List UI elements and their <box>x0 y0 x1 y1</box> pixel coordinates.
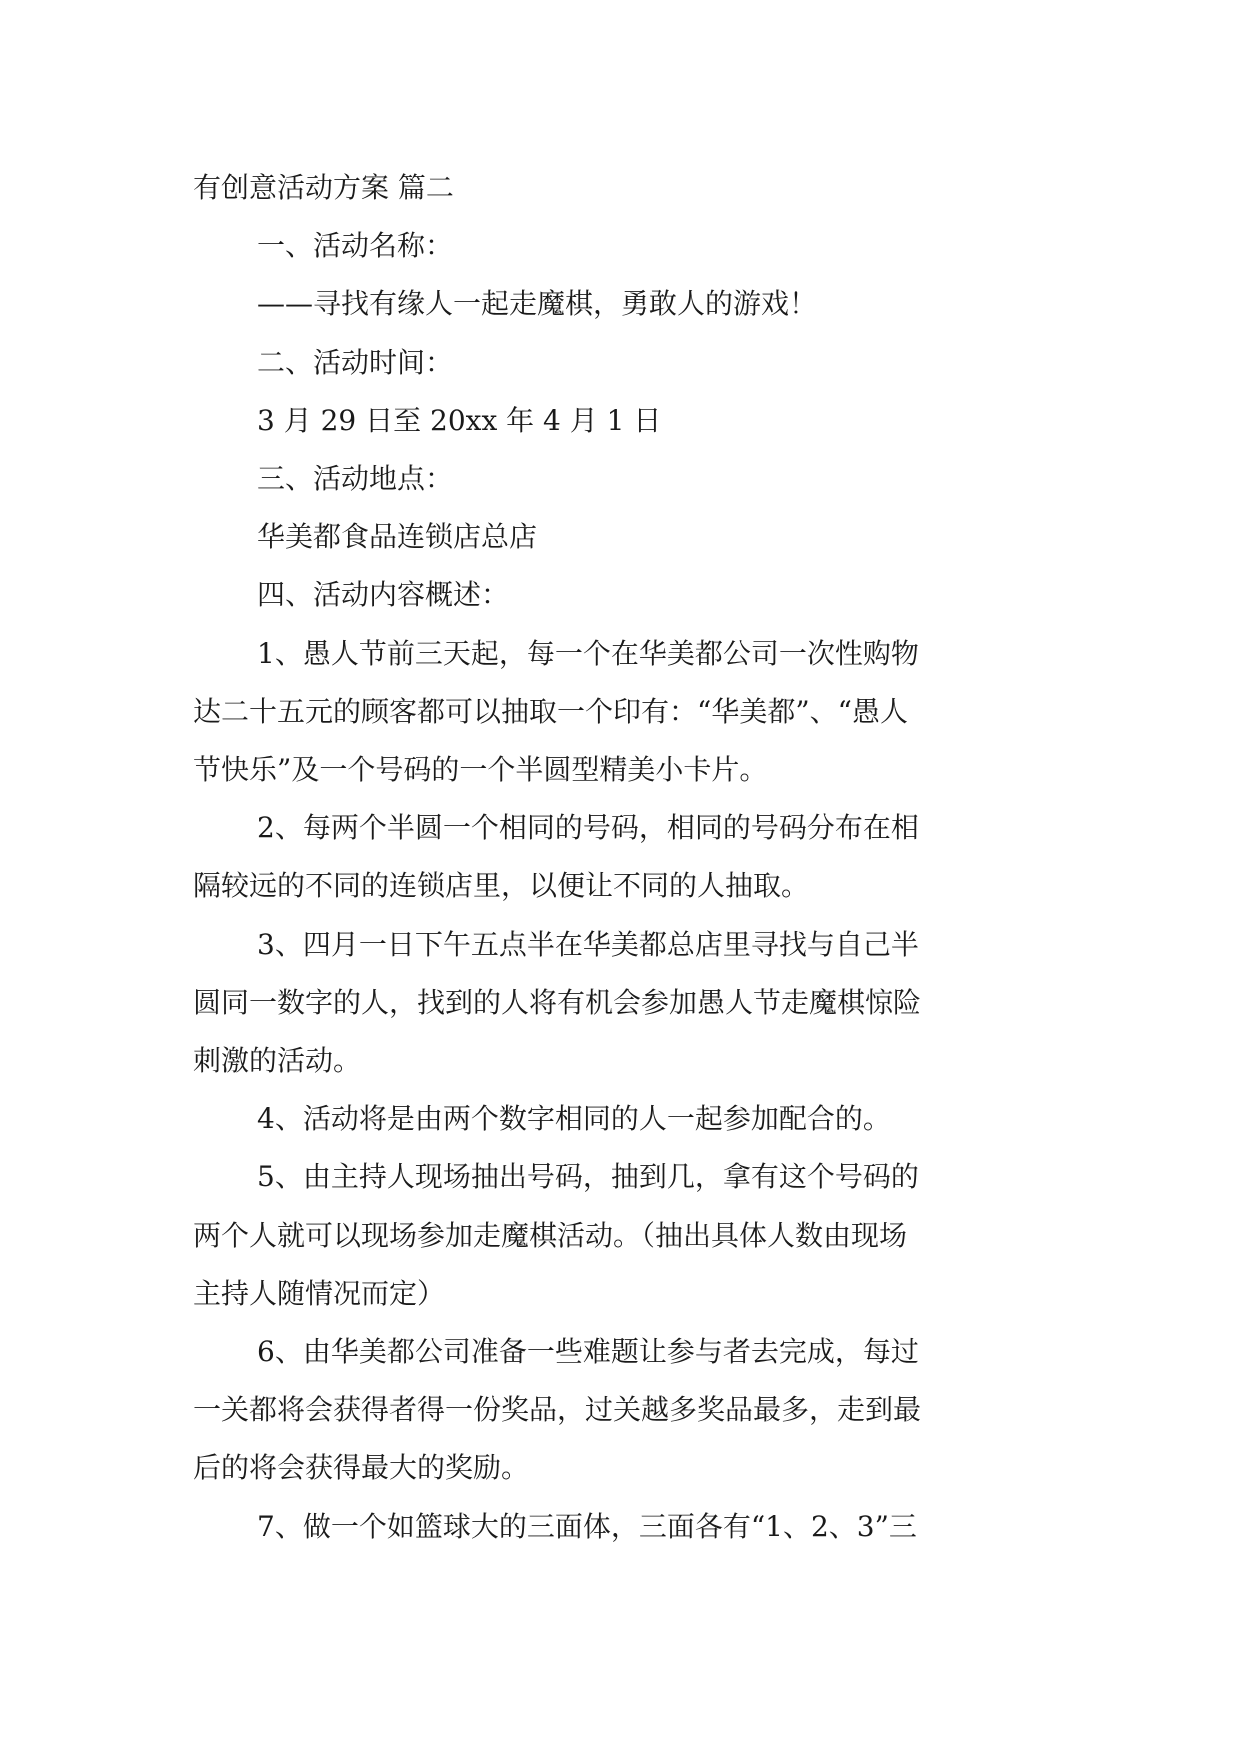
activity-place: 华美都食品连锁店总店 <box>257 520 538 554</box>
text-line: 一关都将会获得者得一份奖品，过关越多奖品最多，走到最 <box>193 1393 922 1427</box>
content-item-7 <box>193 1498 1049 1556</box>
text-line: 达二十五元的顾客都可以抽取一个印有：“华美都”、“愚人 <box>193 694 908 728</box>
content-item-3 <box>193 916 1049 1091</box>
text-line: 4、活动将是由两个数字相同的人一起参加配合的。 <box>257 1102 891 1136</box>
section-heading-place: 三、活动地点： <box>257 462 454 496</box>
text-line: 刺激的活动。 <box>193 1044 362 1078</box>
text-line: 5、由主持人现场抽出号码，抽到几，拿有这个号码的 <box>257 1160 919 1194</box>
text-line: 2、每两个半圆一个相同的号码，相同的号码分布在相 <box>257 811 919 845</box>
content-item-6 <box>193 1323 1049 1498</box>
text-line: 后的将会获得最大的奖励。 <box>193 1451 530 1485</box>
section-heading-name: 一、活动名称： <box>257 229 454 263</box>
section-heading-content: 四、活动内容概述： <box>257 578 510 612</box>
document-title: 有创意活动方案 篇二 <box>193 171 454 204</box>
text-line: 节快乐”及一个号码的一个半圆型精美小卡片。 <box>193 753 768 787</box>
activity-name: ——寻找有缘人一起走魔棋，勇敢人的游戏！ <box>257 287 818 321</box>
text-line: 两个人就可以现场参加走魔棋活动。（抽出具体人数由现场 <box>193 1218 908 1252</box>
activity-time: 3 月 29 日至 20xx 年 4 月 1 日 <box>257 403 662 437</box>
text-line: 隔较远的不同的连锁店里，以便让不同的人抽取。 <box>193 869 810 903</box>
text-line: 6、由华美都公司准备一些难题让参与者去完成，每过 <box>257 1335 919 1369</box>
text-line: 圆同一数字的人，找到的人将有机会参加愚人节走魔棋惊险 <box>193 985 922 1019</box>
content-item-1 <box>193 625 1049 800</box>
content-item-4 <box>193 1090 1049 1148</box>
section-heading-time: 二、活动时间： <box>257 345 454 379</box>
document-body <box>193 159 1049 1556</box>
text-line: 主持人随情况而定） <box>193 1276 446 1310</box>
content-item-5 <box>193 1148 1049 1323</box>
text-line: 7、做一个如篮球大的三面体，三面各有“1、2、3”三 <box>257 1509 917 1543</box>
text-line: 1、愚人节前三天起，每一个在华美都公司一次性购物 <box>257 636 919 670</box>
content-item-2 <box>193 799 1049 915</box>
text-line: 3、四月一日下午五点半在华美都总店里寻找与自己半 <box>257 927 919 961</box>
